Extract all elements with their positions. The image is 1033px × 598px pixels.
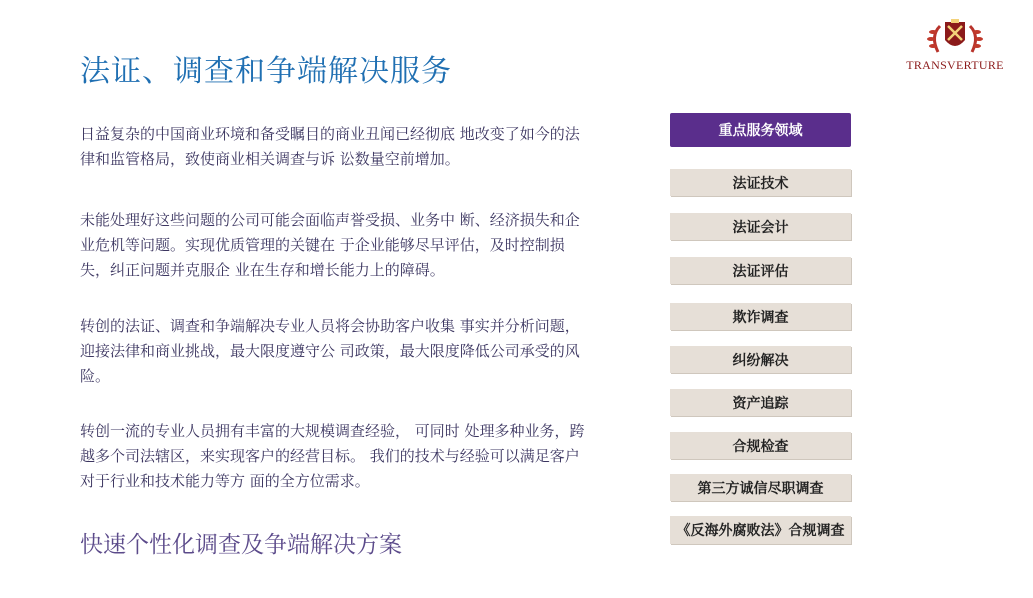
menu-item-fraud-investigation[interactable]: 欺诈调查	[670, 303, 851, 330]
section-subtitle: 快速个性化调查及争端解决方案	[80, 532, 402, 558]
logo-wordmark: TRANSVERTURE	[906, 58, 1004, 72]
menu-item-forensic-valuation[interactable]: 法证评估	[670, 257, 851, 284]
menu-item-forensic-accounting[interactable]: 法证会计	[670, 213, 851, 240]
page-title: 法证、调查和争端解决服务	[80, 54, 452, 89]
company-logo[interactable]	[900, 18, 1010, 78]
menu-item-dispute-resolution[interactable]: 纠纷解决	[670, 346, 851, 373]
intro-paragraph: 日益复杂的中国商业环境和备受瞩目的商业丑闻已经彻底 地改变了如今的法律和监管格局，致使商业相关调查与诉 讼数量空前增加。	[80, 125, 580, 168]
menu-header[interactable]: 重点服务领域	[670, 113, 851, 147]
menu-item-asset-tracing[interactable]: 资产追踪	[670, 389, 851, 416]
experience-paragraph: 转创一流的专业人员拥有丰富的大规模调查经验， 可同时 处理多种业务，跨越多个司法辖区，来实现客户的经营目标。 我们的技术与经验可以满足客户对于行业和技术能力等方 面的全方位需求。	[80, 422, 585, 490]
menu-item-forensic-technology[interactable]: 法证技术	[670, 169, 851, 196]
menu-item-fcpa-compliance[interactable]: 《反海外腐败法》合规调查	[670, 516, 851, 544]
menu-item-compliance-check[interactable]: 合规检查	[670, 432, 851, 459]
menu-item-third-party-due-diligence[interactable]: 第三方诚信尽职调查	[670, 474, 851, 501]
crest-laurel-icon	[900, 18, 1010, 58]
risk-paragraph: 未能处理好这些问题的公司可能会面临声誉受损、业务中 断、经济损失和企业危机等问题。实现优质管理的关键在 于企业能够尽早评估，及时控制损失，纠正问题并克服企 业在生存和增长能力上的障碍。	[80, 211, 580, 279]
service-paragraph: 转创的法证、调查和争端解决专业人员将会协助客户收集 事实并分析问题，迎接法律和商业挑战，最大限度遵守公 司政策，最大限度降低公司承受的风险。	[80, 317, 580, 385]
